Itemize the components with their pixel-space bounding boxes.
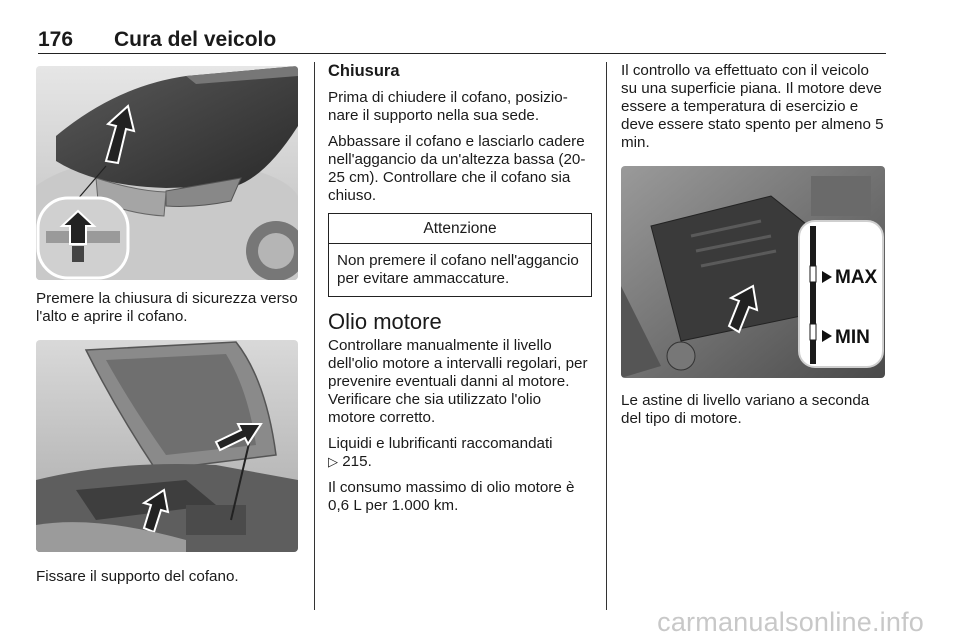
- page-reference-icon: ▷: [328, 454, 338, 469]
- page-title: Cura del veicolo: [114, 28, 277, 51]
- hood-release-illustration: [36, 66, 298, 280]
- watermark: carmanualsonline.info: [657, 607, 924, 637]
- paragraph-oil-3: Il consumo massimo di olio motore è 0,6 L per 1.000 km.: [328, 479, 575, 514]
- section-title-closing: Chiusura: [328, 62, 400, 80]
- middle-column: [328, 62, 592, 523]
- column-divider-right: [606, 62, 607, 610]
- warning-box: [328, 213, 592, 297]
- chapter-title-engine-oil: Olio motore: [328, 309, 442, 334]
- page-reference-number[interactable]: 215.: [342, 453, 372, 470]
- dipstick-illustration: [621, 166, 885, 378]
- paragraph-closing-1: Prima di chiudere il cofano, posizionare il supporto nella sua sede.: [328, 89, 568, 124]
- page-header: [38, 26, 886, 54]
- paragraph-oil-1: Controllare manualmente il livello dell'olio motore a intervalli regolari, per prevenire eventuali danni al motore. Verificare che sia utilizzato l'olio motore corretto.: [328, 337, 588, 426]
- hood-prop-illustration: [36, 340, 298, 552]
- page-number: 176: [38, 28, 74, 51]
- paragraph-oil-2: [328, 435, 592, 471]
- paragraph-oil-check: Il controllo va effettuato con il veicolo su una superficie piana. Il motore deve essere a temperatura di esercizio e deve essere stato spento per almeno 5 min.: [621, 62, 884, 151]
- warning-text: Non premere il cofano nell'aggancio per evitare ammaccature.: [337, 252, 579, 287]
- paragraph-closing-2: Abbassare il cofano e lasciarlo cadere nell'aggancio da un'altezza bassa (20-25 cm). Controllare che il cofano sia chiuso.: [328, 133, 586, 204]
- caption-dipstick: Le astine di livello variano a seconda del tipo di motore.: [621, 392, 870, 427]
- dipstick-min-label: MIN: [835, 327, 870, 348]
- right-column: [621, 62, 887, 427]
- caption-hood-release: Premere la chiusura di sicurezza verso l'alto e aprire il cofano.: [36, 290, 298, 325]
- column-divider-left: [314, 62, 315, 610]
- fluids-reference-text: Liquidi e lubrificanti raccomandati: [328, 435, 553, 452]
- warning-title: Attenzione: [329, 214, 591, 244]
- dipstick-max-label: MAX: [835, 267, 878, 288]
- caption-hood-prop: Fissare il supporto del cofano.: [36, 568, 239, 585]
